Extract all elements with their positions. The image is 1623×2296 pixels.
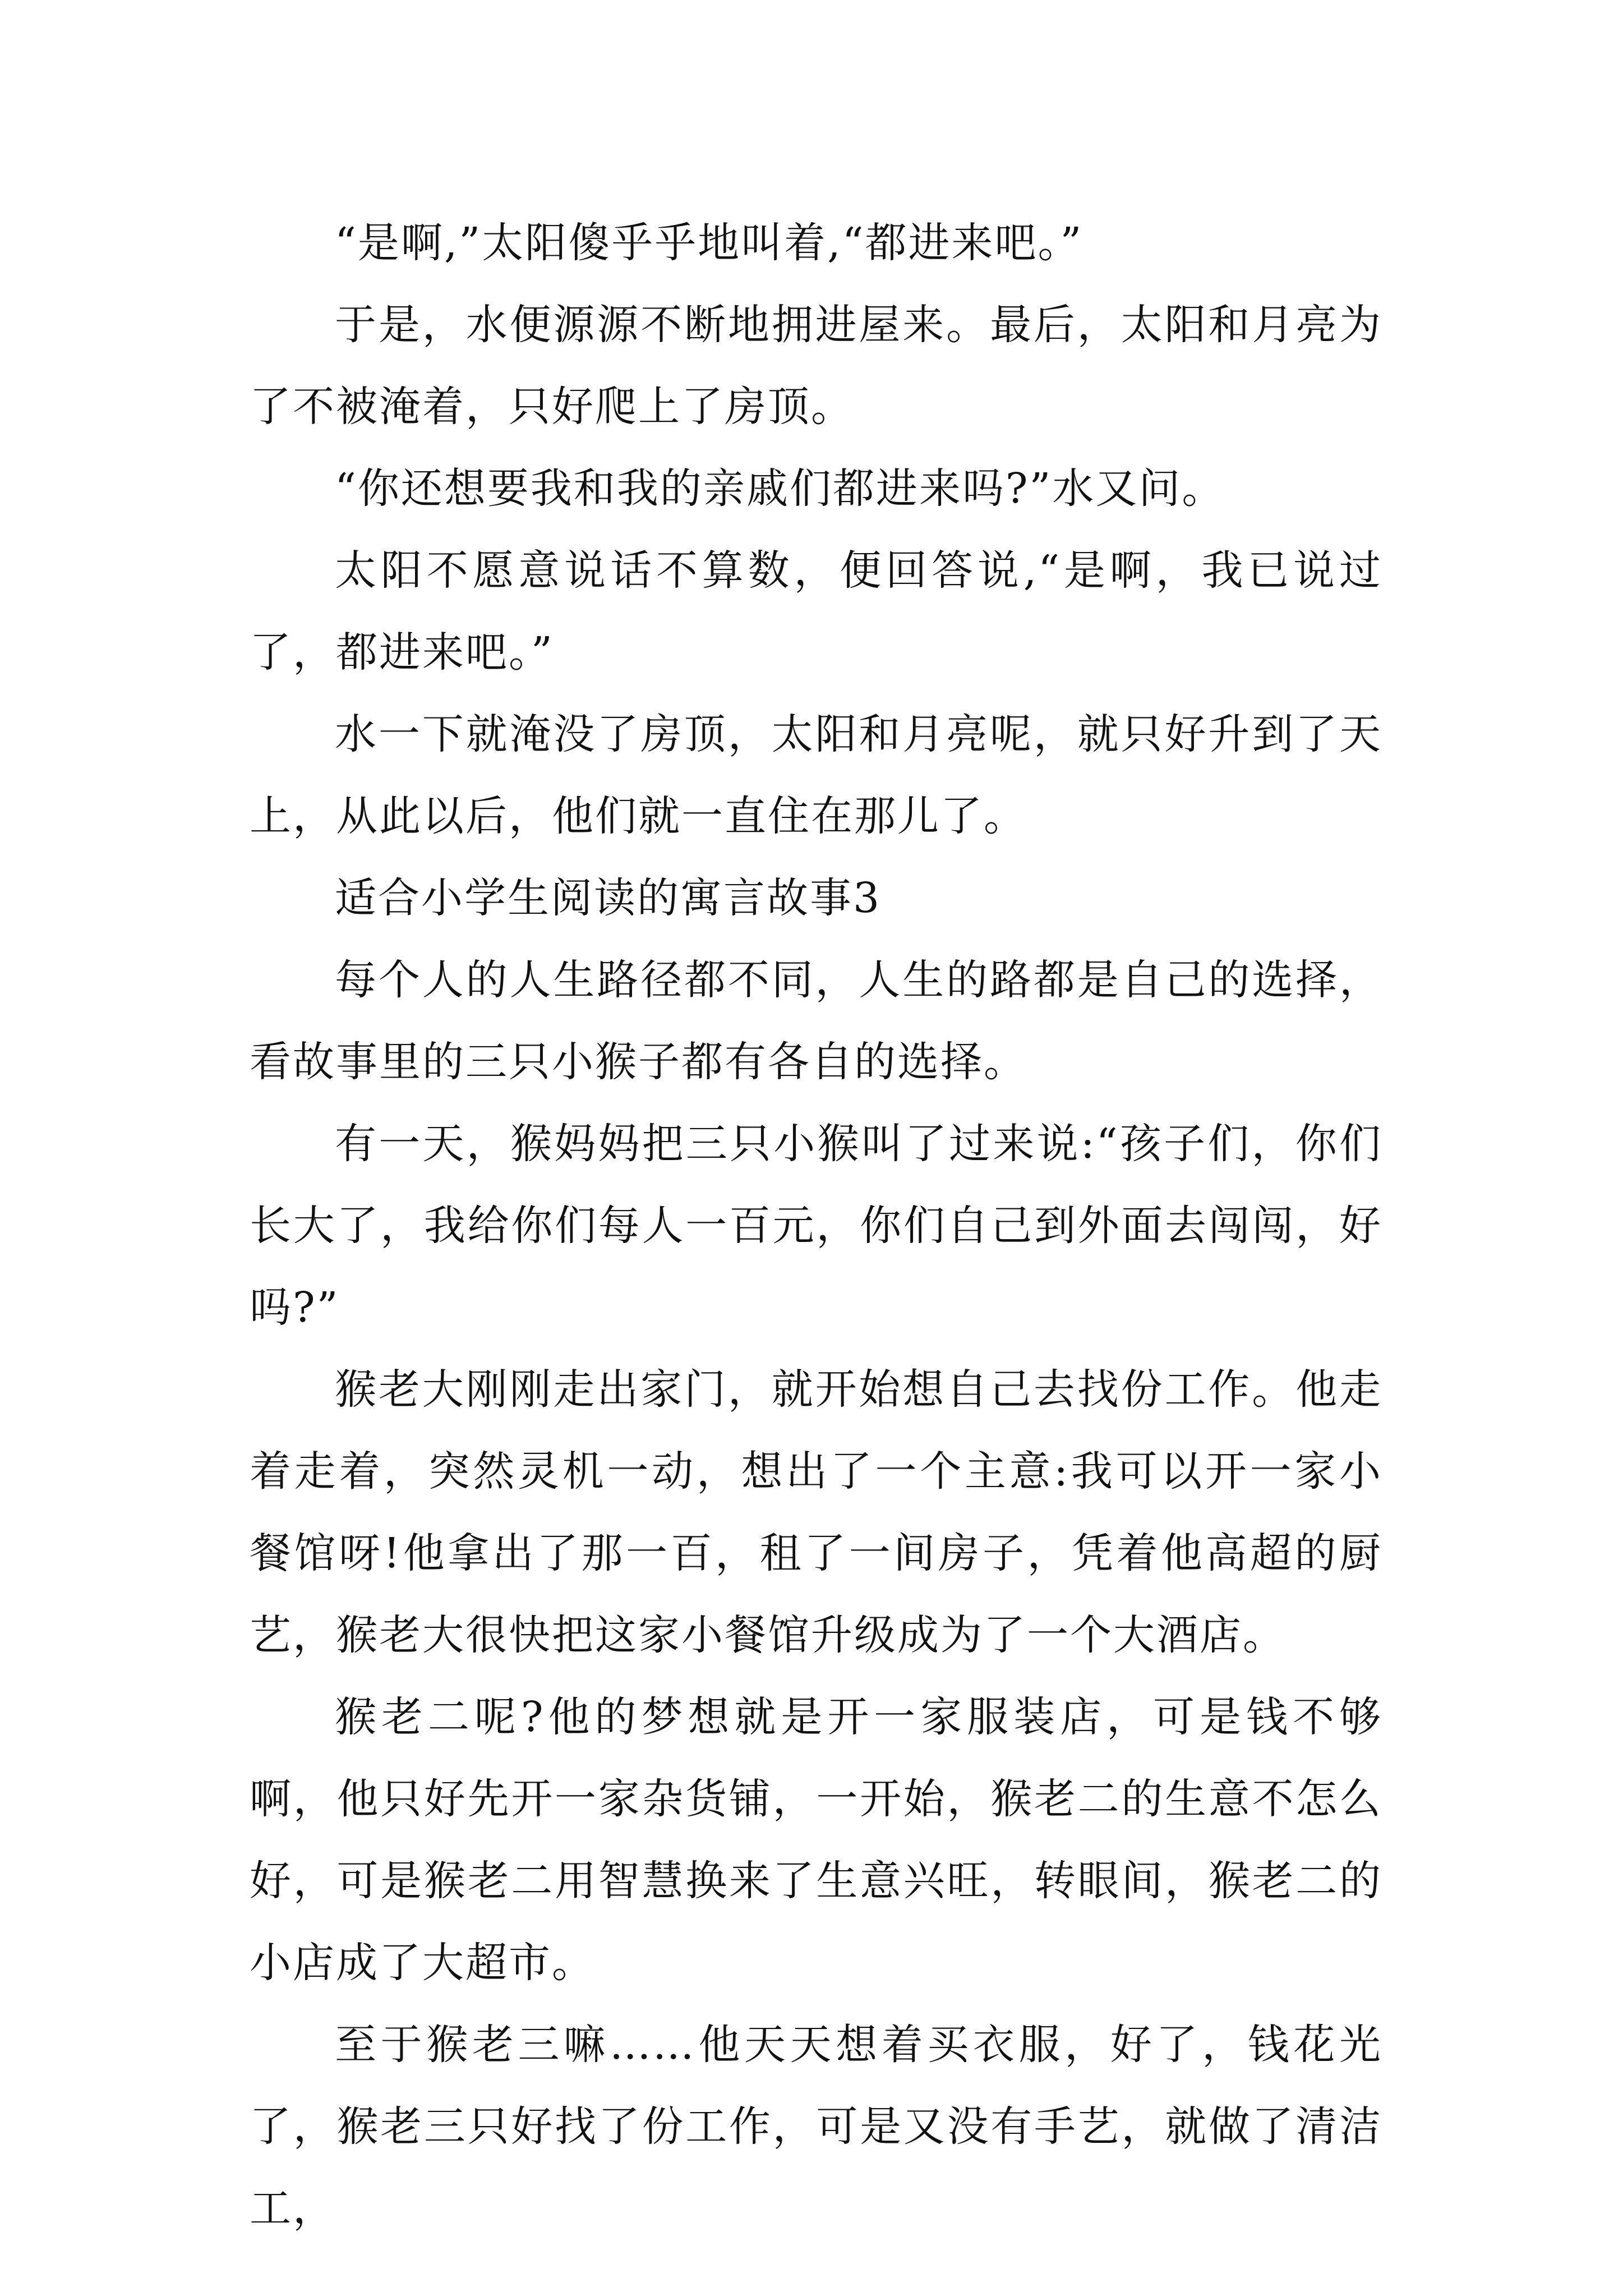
paragraph-second-monkey: 猴老二呢?他的梦想就是开一家服装店，可是钱不够啊，他只好先开一家杂货铺，一开始，猴老二的生意不怎么好，可是猴老二用智慧换来了生意兴旺，转眼间，猴老二的小店成了大超市。	[250, 1693, 1382, 1987]
paragraph-eldest-monkey: 猴老大刚刚走出家门，就开始想自己去找份工作。他走着走着，突然灵机一动，想出了一个主意:我可以开一家小餐馆呀!他拿出了那一百，租了一间房子，凭着他高超的厨艺，猴老大很快把这家小餐馆升级成为了一个大酒店。	[250, 1365, 1382, 1659]
paragraph-mother-monkey: 有一天，猴妈妈把三只小猴叫了过来说:“孩子们，你们长大了，我给你们每人一百元，你们自己到外面去闯闯，好吗?”	[250, 1120, 1382, 1332]
paragraph-sun-moon-sky: 水一下就淹没了房顶，太阳和月亮呢，就只好升到了天上，从此以后，他们就一直住在那儿了。	[250, 710, 1382, 840]
paragraph-water-asks: “你还想要我和我的亲戚们都进来吗?”水又问。	[335, 464, 1225, 513]
document-body	[250, 202, 1382, 2249]
paragraph-life-choices: 每个人的人生路径都不同，人生的路都是自己的选择，看故事里的三只小猴子都有各自的选择。	[250, 956, 1382, 1086]
section-heading-story-3: 适合小学生阅读的寓言故事3	[335, 874, 882, 922]
paragraph-sun-reply: “是啊,”太阳傻乎乎地叫着,“都进来吧。”	[335, 219, 1083, 267]
paragraph-sun-answers: 太阳不愿意说话不算数，便回答说,“是啊，我已说过了，都进来吧。”	[250, 546, 1382, 677]
paragraph-water-enters: 于是，水便源源不断地拥进屋来。最后，太阳和月亮为了不被淹着，只好爬上了房顶。	[250, 301, 1382, 431]
paragraph-third-monkey: 至于猴老三嘛……他天天想着买衣服，好了，钱花光了，猴老三只好找了份工作，可是又没有手艺，就做了清洁工，	[250, 2021, 1382, 2233]
